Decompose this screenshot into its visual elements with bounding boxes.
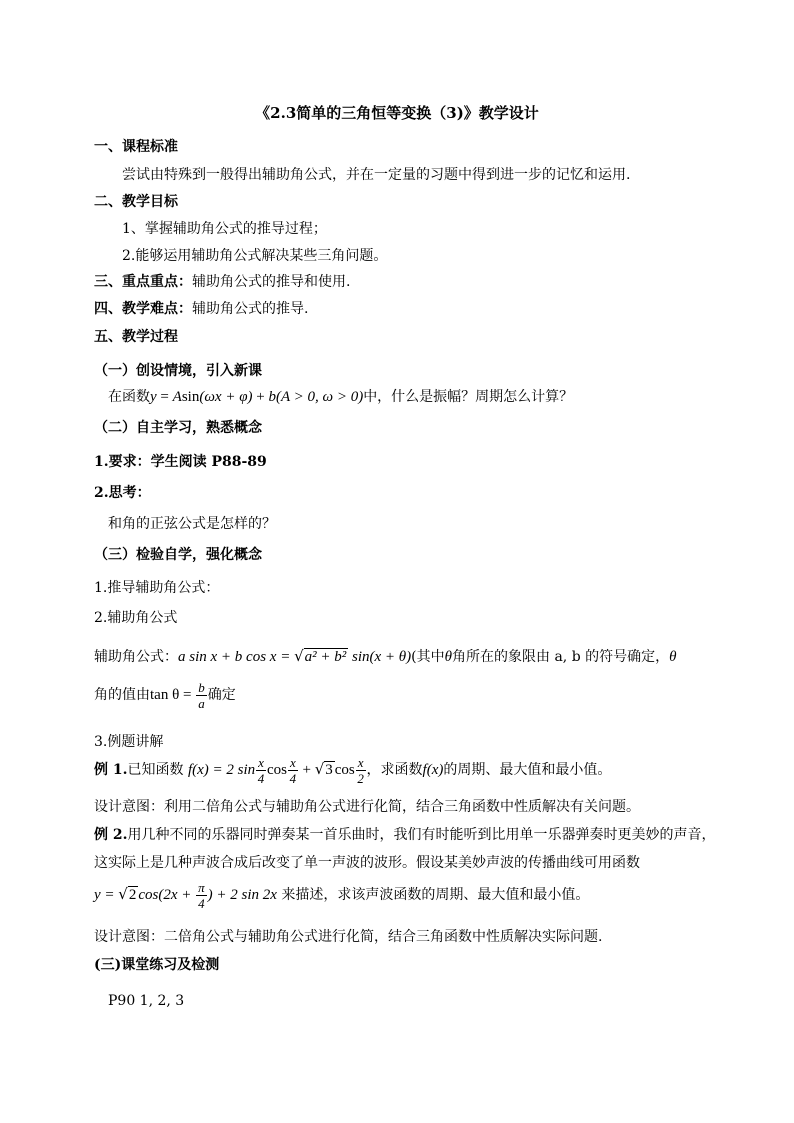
ex1-frac-2-den: 4 — [289, 770, 297, 786]
aux-note-mid: 角所在的象限由 a, b 的符号确定， — [452, 649, 670, 665]
example-1-intent: 设计意图：利用二倍角公式与辅助角公式进行化简，结合三角函数中性质解决有关问题。 — [94, 799, 640, 815]
ex1-frac-1-den: 4 — [257, 770, 265, 786]
tan-numerator: b — [198, 679, 205, 695]
sqrt-symbol-3: √ — [314, 760, 325, 778]
example-1-label: 例 1. — [94, 762, 128, 778]
section-3-heading: 三、重点重点： — [94, 274, 192, 290]
example-2-text-1: 用几种不同的乐器同时弹奏某一首乐曲时，我们有时能听到比用单一乐器弹奏时更美妙的声音， — [127, 827, 716, 843]
section-1-text: 尝试由特殊到一般得出辅助角公式，并在一定量的习题中得到进一步的记忆和运用. — [122, 167, 631, 183]
aux-formula-lhs: a sin x + b cos x = — [178, 649, 295, 665]
aux-formula-root: a² + b² — [304, 649, 347, 665]
eq-a: A — [172, 389, 182, 405]
part-3-item-2: 2.辅助角公式 — [94, 610, 178, 626]
ex2-pi-fraction — [196, 880, 207, 911]
theta-symbol: θ — [444, 649, 452, 665]
tan-denominator: a — [198, 695, 205, 711]
ex1-frac-1-num: x — [258, 754, 264, 770]
part-3-heading: （三）检验自学，强化概念 — [94, 547, 262, 563]
section-2-item-1: 1、掌握辅助角公式的推导过程； — [122, 221, 327, 237]
ex1-frac-3-num: x — [357, 754, 364, 770]
eq-arg: (ωx + φ) — [199, 389, 253, 405]
ex2-rest: ) + 2 sin 2x — [207, 887, 277, 903]
part-3-item-1: 1.推导辅助角公式： — [94, 580, 220, 596]
ex1-cos: cos — [266, 762, 287, 778]
aux-line2-post: 确定 — [207, 687, 236, 703]
section-3-text: 辅助角公式的推导和使用. — [192, 274, 351, 290]
ex2-cos: cos(2x + — [138, 887, 196, 903]
eq-plus: + — [252, 389, 269, 405]
part-2-requirement: 1.要求：学生阅读 P88-89 — [94, 454, 267, 470]
section-4-line — [94, 300, 308, 318]
ex2-y: y = — [94, 887, 119, 903]
example-2-formula — [94, 876, 589, 913]
part-1-post: 中，什么是振幅？周期怎么计算？ — [363, 389, 574, 405]
example-2-line-1 — [94, 826, 716, 844]
example-2-line-2: 这实际上是几种声波合成后改变了单一声波的波形。假设某美妙声波的传播曲线可用函数 — [94, 855, 640, 871]
section-4-text: 辅助角公式的推导. — [192, 301, 309, 317]
example-1-post-pre: ，求函数 — [366, 762, 423, 778]
part-1-heading: （一）创设情境，引入新课 — [94, 363, 262, 379]
eq-condition: (A > 0, ω > 0) — [275, 389, 364, 405]
example-2-label: 例 2. — [94, 827, 128, 843]
section-5-heading: 五、教学过程 — [94, 329, 178, 345]
example-1-line — [94, 752, 611, 787]
aux-formula-label: 辅助角公式： — [94, 649, 178, 665]
eq-sin: sin — [181, 389, 200, 405]
ex1-frac-2 — [288, 755, 298, 786]
eq-b: b — [268, 389, 276, 405]
section-2-item-2: 2.能够运用辅助角公式解决某些三角问题。 — [122, 248, 388, 264]
ex1-frac-3 — [356, 755, 366, 786]
part-2-question: 和角的正弦公式是怎样的？ — [108, 516, 276, 532]
part-2-think: 2.思考： — [94, 485, 151, 501]
example-2-post: 来描述，求该声波函数的周期、最大值和最小值。 — [276, 887, 590, 903]
ex1-plus: + — [298, 762, 315, 778]
ex2-four: 4 — [198, 895, 205, 911]
sqrt-symbol-2: √ — [118, 885, 128, 903]
aux-note-pre: (其中 — [411, 649, 445, 665]
section-2-heading: 二、教学目标 — [94, 194, 178, 210]
aux-formula-rhs: sin(x + θ) — [348, 649, 412, 665]
ex2-sqrt2: 2 — [128, 887, 137, 903]
example-2-intent: 设计意图：二倍角公式与辅助角公式进行化简，结合三角函数中性质解决实际问题. — [94, 929, 603, 945]
aux-line2-pre: 角的值由 — [94, 687, 150, 703]
ex1-fx: f(x) — [422, 762, 444, 778]
aux-formula-line — [94, 647, 676, 666]
eq-equals: = — [156, 389, 173, 405]
document-title: 《2.3简单的三角恒等变换（3)》教学设计 — [255, 104, 539, 122]
ex1-frac-2-num: x — [289, 754, 296, 770]
ex1-sqrt3: 3 — [325, 762, 333, 778]
section-4-heading: 四、教学难点： — [94, 301, 192, 317]
part-4-heading: 3.例题讲解 — [94, 734, 164, 750]
part-5-heading: (三)课堂练习及检测 — [94, 957, 220, 973]
eq-y: y — [150, 389, 157, 405]
part-1-pre: 在函数 — [108, 389, 150, 405]
part-2-heading: （二）自主学习，熟悉概念 — [94, 420, 262, 436]
part-5-text: P90 1, 2, 3 — [108, 993, 185, 1009]
ex1-f: f(x) = 2 sin — [187, 762, 256, 778]
ex1-frac-1 — [256, 755, 266, 786]
section-3-line — [94, 273, 350, 291]
theta-symbol-2: θ — [669, 649, 677, 665]
example-1-post: 的周期、最大值和最小值。 — [443, 762, 612, 778]
ex2-pi: π — [198, 879, 205, 895]
ex1-frac-3-den: 2 — [357, 770, 364, 786]
tan-fraction — [196, 680, 207, 711]
section-1-heading: 一、课程标准 — [94, 139, 178, 155]
tan-expression: tan θ = — [150, 687, 196, 703]
ex1-cos-2: cos — [334, 762, 355, 778]
example-1-pre: 已知函数 — [127, 762, 188, 778]
sqrt-symbol: √ — [294, 647, 304, 665]
part-1-question — [108, 388, 573, 406]
aux-formula-line-2 — [94, 679, 236, 711]
